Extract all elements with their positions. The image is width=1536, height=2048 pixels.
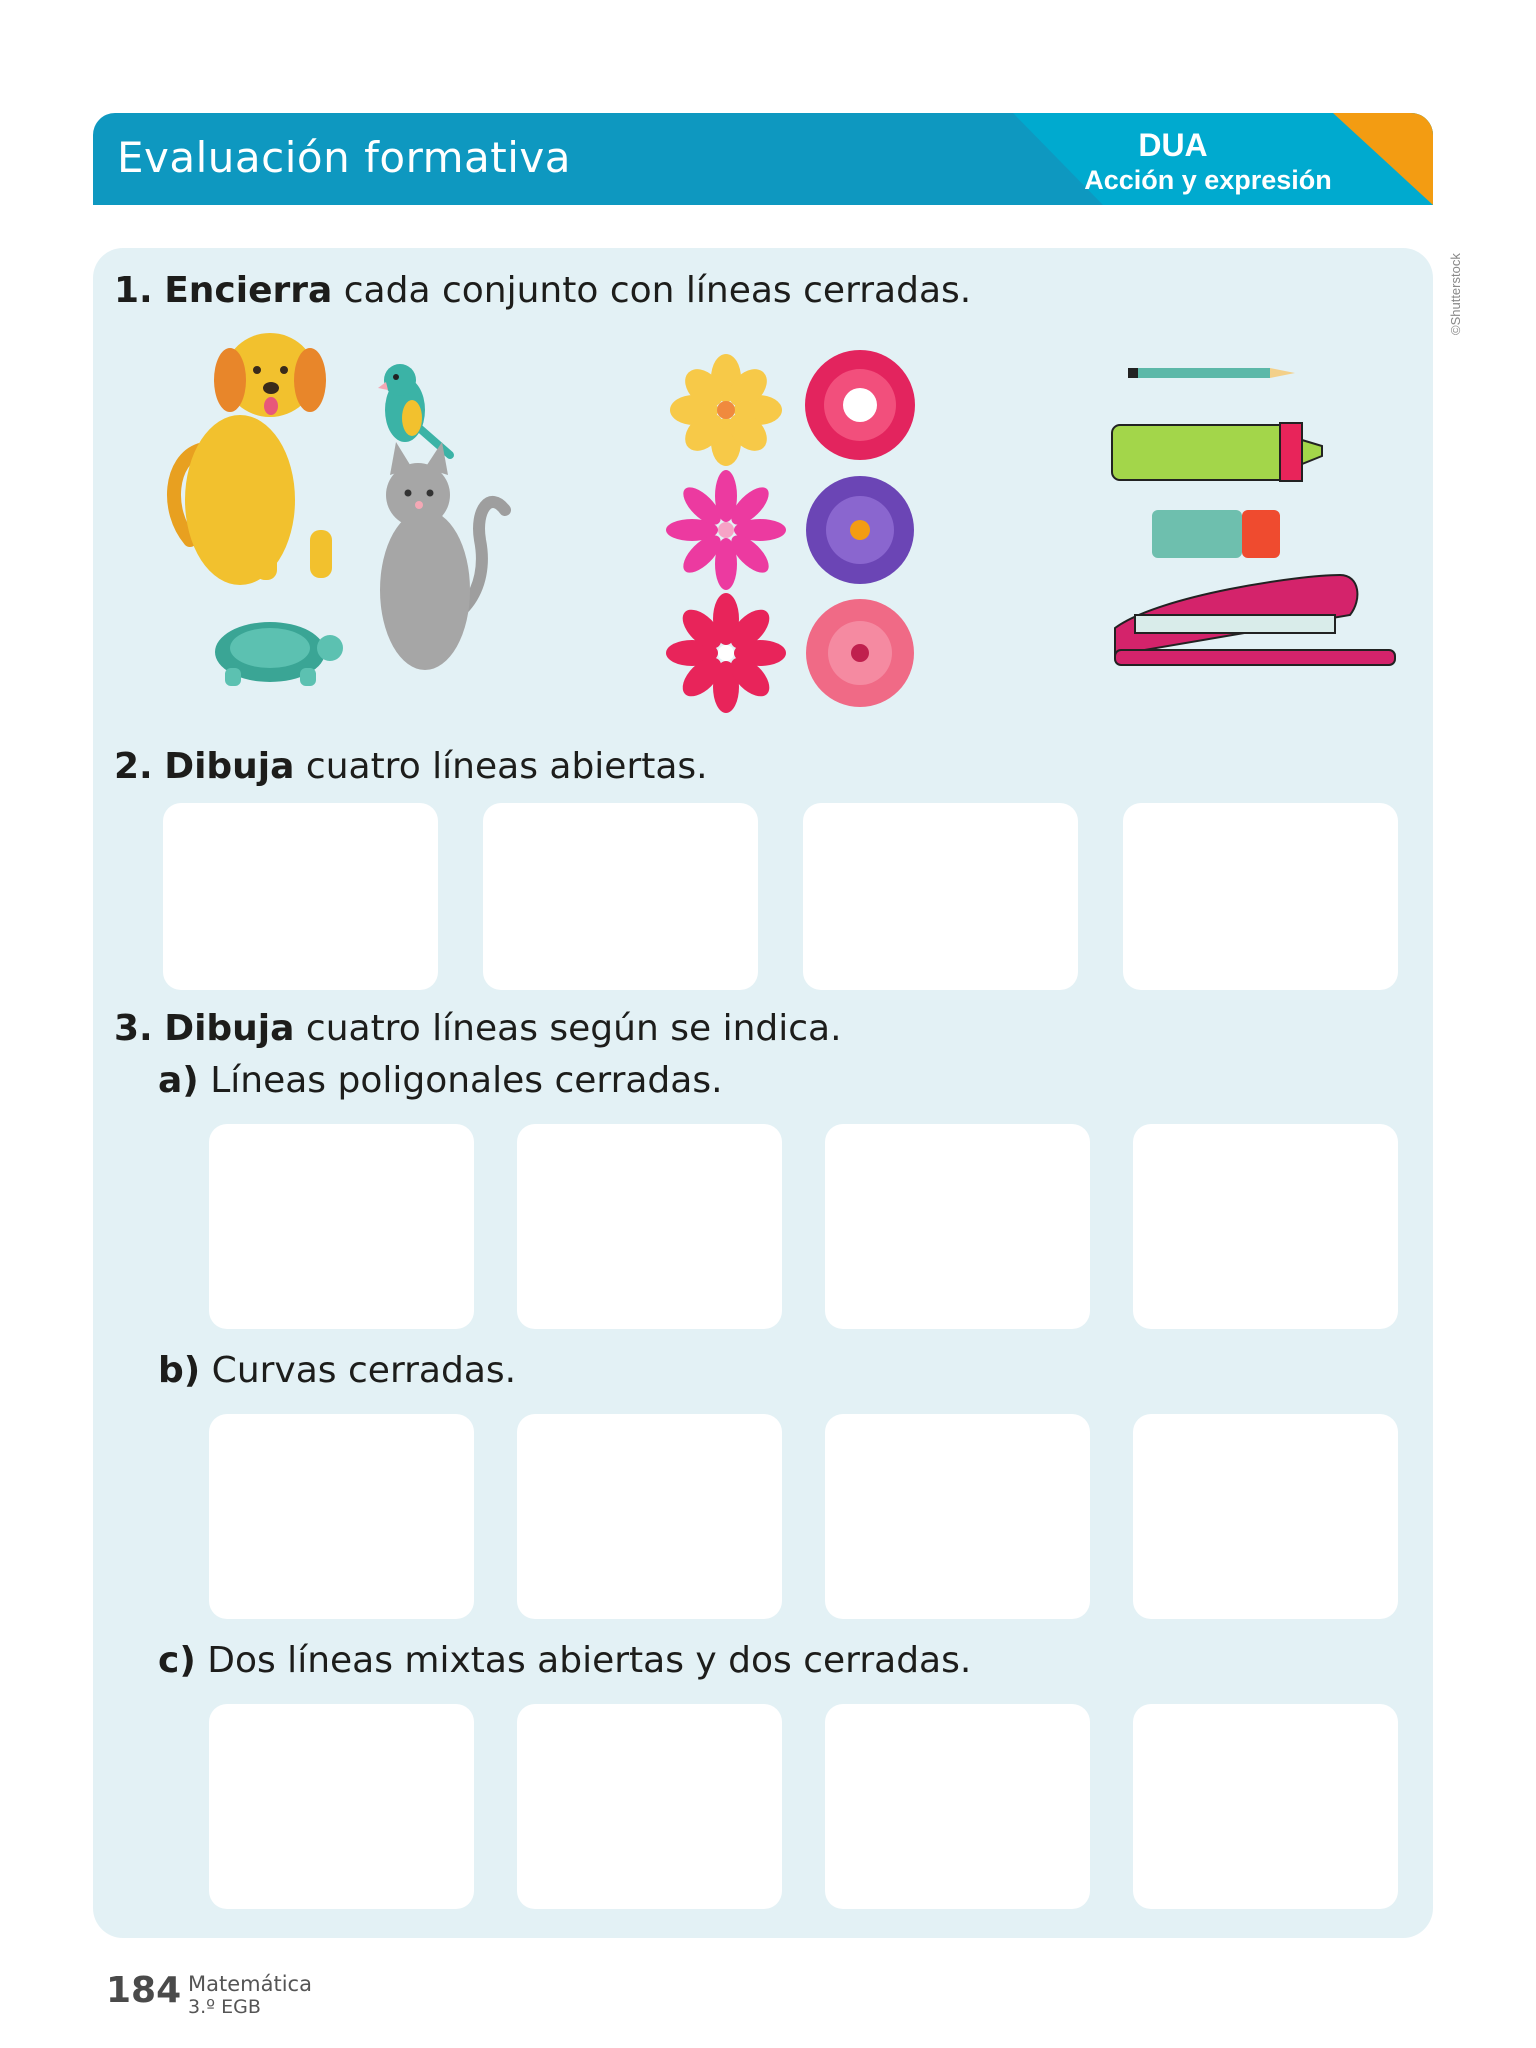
drawing-box[interactable] xyxy=(517,1704,782,1909)
question-number: 1. xyxy=(114,270,153,311)
subquestion-c xyxy=(158,1640,971,1681)
pencil-icon xyxy=(1128,368,1295,378)
question-text: cuatro líneas abiertas. xyxy=(294,746,708,787)
flower-icon xyxy=(806,476,914,584)
supplies-set-illustration xyxy=(1100,360,1400,680)
drawing-box[interactable] xyxy=(803,803,1078,990)
drawing-box[interactable] xyxy=(209,1124,474,1329)
stapler-icon xyxy=(1115,575,1395,665)
subquestion-letter: a) xyxy=(158,1060,199,1101)
dua-subtitle: Acción y expresión xyxy=(1084,165,1332,195)
page-number: 184 xyxy=(106,1970,182,2011)
question-number: 3. xyxy=(114,1008,153,1049)
drawing-box[interactable] xyxy=(517,1124,782,1329)
flower-icon xyxy=(805,350,915,460)
drawing-box[interactable] xyxy=(1133,1414,1398,1619)
subquestion-text: Líneas poligonales cerradas. xyxy=(198,1060,723,1101)
question-verb: Encierra xyxy=(164,270,333,311)
eraser-icon xyxy=(1152,510,1280,558)
drawing-box[interactable] xyxy=(1133,1704,1398,1909)
page-title: Evaluación formativa xyxy=(117,133,571,182)
drawing-box[interactable] xyxy=(209,1414,474,1619)
section-header xyxy=(93,113,1433,205)
turtle-icon xyxy=(215,622,343,686)
drawing-box[interactable] xyxy=(163,803,438,990)
subquestion-text: Curvas cerradas. xyxy=(200,1350,517,1391)
subquestion-text: Dos líneas mixtas abiertas y dos cerradas. xyxy=(195,1640,972,1681)
question-text: cuatro líneas según se indica. xyxy=(294,1008,842,1049)
flower-icon xyxy=(666,593,786,713)
dog-icon xyxy=(174,333,332,585)
image-credit: ©Shutterstock xyxy=(1448,253,1463,335)
animals-set-illustration xyxy=(160,330,530,700)
parrot-icon xyxy=(378,364,450,455)
subquestion-b xyxy=(158,1350,516,1391)
grade-label: 3.º EGB xyxy=(188,1996,261,2018)
question-verb: Dibuja xyxy=(164,1008,295,1049)
drawing-box[interactable] xyxy=(825,1124,1090,1329)
drawing-box[interactable] xyxy=(825,1414,1090,1619)
highlighter-icon xyxy=(1112,423,1322,481)
flower-icon xyxy=(806,599,914,707)
question-2 xyxy=(114,746,708,787)
question-3 xyxy=(114,1008,842,1049)
subject-label: Matemática xyxy=(188,1972,312,1996)
subquestion-letter: b) xyxy=(158,1350,201,1391)
subquestion-a xyxy=(158,1060,723,1101)
question-1 xyxy=(114,270,971,311)
question-number: 2. xyxy=(114,746,153,787)
question-text: cada conjunto con líneas cerradas. xyxy=(332,270,972,311)
drawing-box[interactable] xyxy=(209,1704,474,1909)
drawing-box[interactable] xyxy=(825,1704,1090,1909)
flower-icon xyxy=(666,470,786,590)
cat-icon xyxy=(380,442,505,670)
flower-icon xyxy=(670,354,782,466)
question-verb: Dibuja xyxy=(164,746,295,787)
dua-label: DUA xyxy=(1138,127,1208,163)
drawing-box[interactable] xyxy=(517,1414,782,1619)
flowers-set-illustration xyxy=(660,345,930,715)
drawing-box[interactable] xyxy=(1123,803,1398,990)
drawing-box[interactable] xyxy=(1133,1124,1398,1329)
subquestion-letter: c) xyxy=(158,1640,196,1681)
drawing-box[interactable] xyxy=(483,803,758,990)
